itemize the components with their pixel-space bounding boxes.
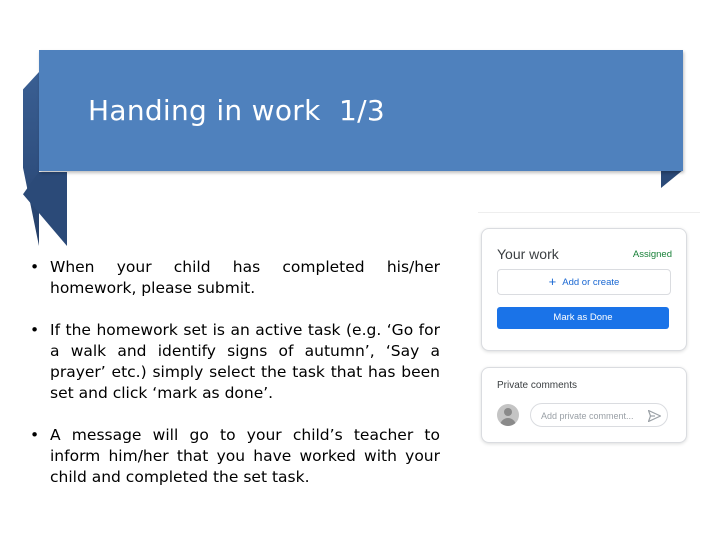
private-comments-heading: Private comments	[497, 380, 578, 391]
add-or-create-label: Add or create	[562, 277, 620, 288]
bullet-item: • A message will go to your child’s teacher to inform him/her that you have worked with your child and completed the set task.	[30, 425, 440, 488]
bullet-item: • If the homework set is an active task (e.g. ‘Go for a walk and identify signs of autumn’, ‘Say a prayer’ etc.) simply select the task that has been set and click ‘mark as done’.	[30, 320, 440, 404]
avatar-body	[500, 418, 516, 426]
your-work-heading: Your work	[497, 246, 559, 262]
bullet-item: • When your child has completed his/her homework, please submit.	[30, 257, 440, 299]
private-comment-input[interactable]	[530, 403, 668, 427]
add-or-create-button[interactable]	[497, 269, 671, 295]
avatar-head	[504, 408, 512, 416]
status-badge: Assigned	[632, 249, 672, 260]
private-comments-card	[481, 367, 687, 443]
bullet-list	[30, 257, 440, 509]
banner-fold-left	[23, 72, 39, 246]
your-work-card	[481, 228, 687, 351]
banner-fold-right	[661, 170, 683, 188]
title-banner	[39, 50, 683, 171]
divider	[478, 212, 700, 213]
avatar	[497, 404, 519, 426]
plus-icon: +	[548, 274, 557, 289]
mark-as-done-button[interactable]: Mark as Done	[497, 307, 669, 329]
slide-title: Handing in work 1/3	[88, 94, 385, 127]
send-icon[interactable]	[648, 410, 661, 422]
comment-placeholder: Add private comment...	[541, 411, 634, 421]
